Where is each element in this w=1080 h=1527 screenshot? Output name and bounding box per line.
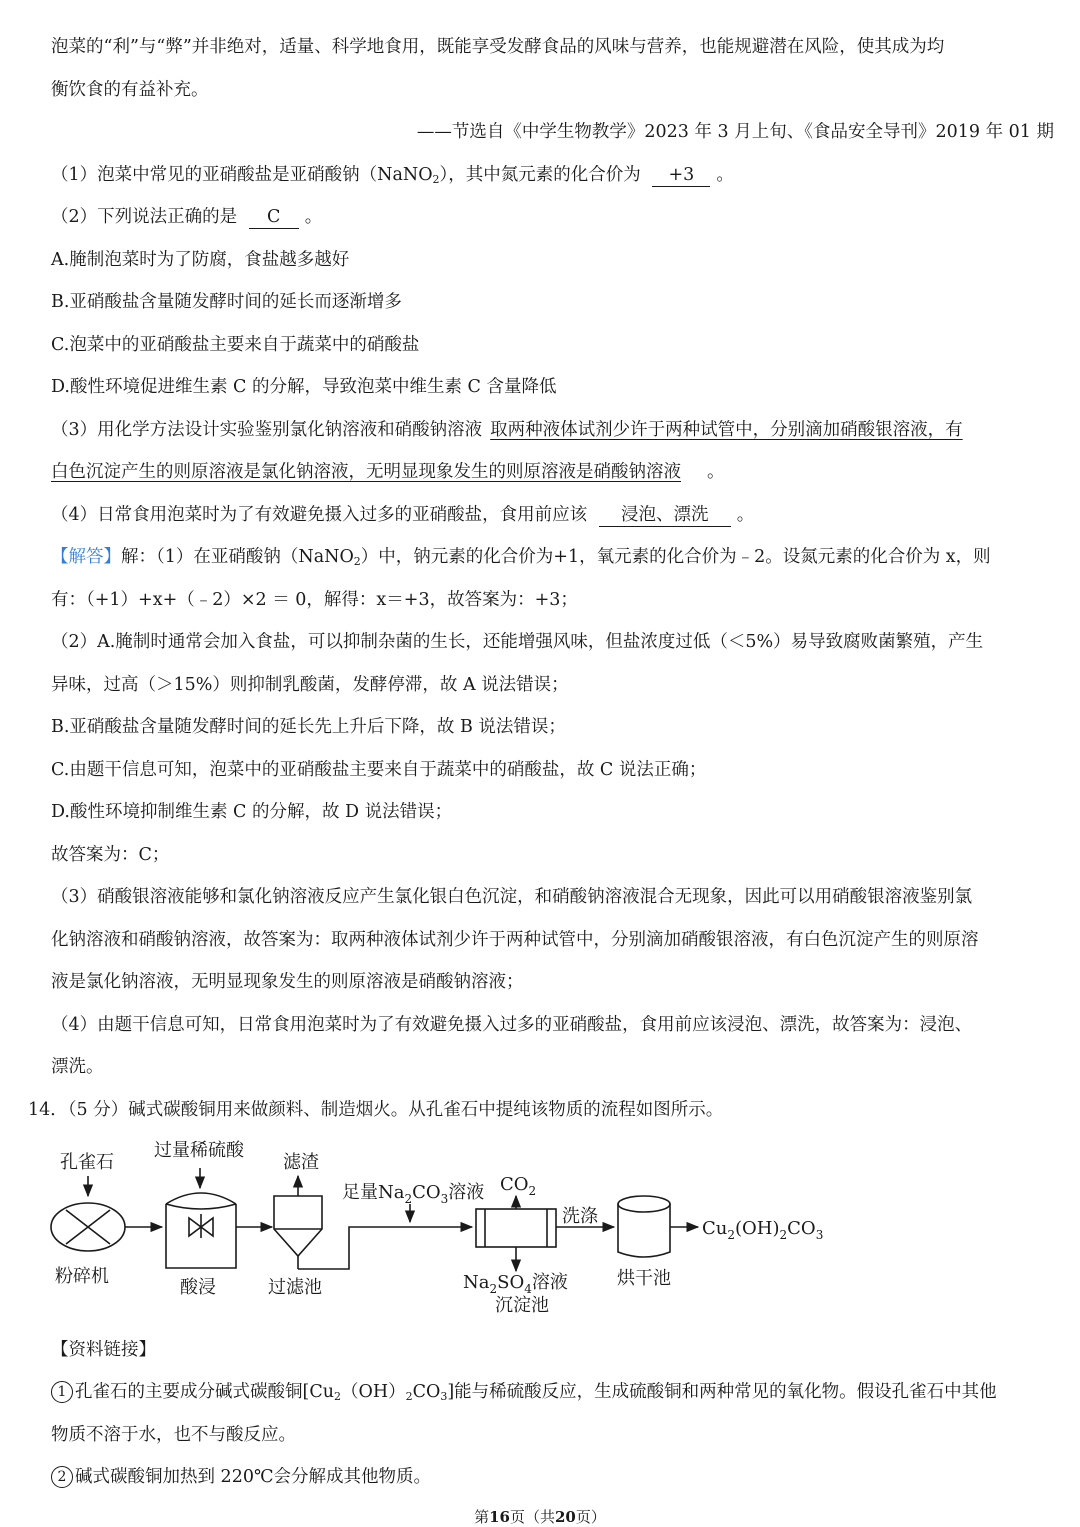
solution-line-12: （4）由题干信息可知，日常食用泡菜时为了有效避免摄入过多的亚硝酸盐，食用前应该浸泡、漂洗，故答案为：浸泡、 [51,1015,973,1035]
resource-1-sub3: 3 [440,1390,448,1403]
resource-1-sub: 2 [334,1390,341,1403]
resource-1-cont: 物质不溶于水，也不与酸反应。 [51,1425,296,1445]
filter-label: 过滤池 [268,1277,322,1298]
footer-page-number: 16 [489,1508,510,1526]
resource-1-sub2: 2 [405,1390,413,1403]
q1-subscript: 2 [432,173,440,186]
q2-option-d: D.酸性环境促进维生素 C 的分解，导致泡菜中维生素 C 含量降低 [51,377,557,397]
filter-tank-icon [274,1196,322,1269]
resource-2-text: 碱式碳酸铜加热到 220℃会分解成其他物质。 [75,1467,432,1487]
solution-line-8: 故答案为：C； [51,845,170,865]
question-3-cont [51,459,1054,485]
wash-label: 洗涤 [562,1206,598,1227]
q1-text: （1）泡菜中常见的亚硝酸盐是亚硝酸钠（NaNO [51,165,433,185]
q4-answer-blank: 浸泡、漂洗 [599,504,731,527]
footer-pre: 第 [474,1508,490,1526]
resources-heading: 【资料链接】 [51,1340,156,1360]
solution-line-11: 液是氯化钠溶液，无明显现象发生的则原溶液是硝酸钠溶液； [51,972,524,992]
na2so4-label: $Na_2SO_4$溶液 [463,1272,568,1296]
precipitation-label: 沉淀池 [495,1295,549,1316]
residue-label: 滤渣 [283,1152,319,1173]
solution-line-2: 有：（+1）+x+（﹣2）×2 ＝ 0，解得：x＝+3，故答案为：+3； [51,590,578,610]
question-1 [51,162,1054,188]
resource-1 [51,1379,1054,1405]
resource-1-mid: （OH） [341,1382,406,1402]
dryer-cylinder-icon [618,1196,670,1257]
page-footer [0,1506,1080,1527]
solution-subscript: 2 [353,555,361,568]
question-3 [51,417,1054,443]
q2-option-b: B.亚硝酸盐含量随发酵时间的延长而逐渐增多 [51,292,402,312]
q3-answer-line-2: 白色沉淀产生的则原溶液是氯化钠溶液，无明显现象发生的则原溶液是硝酸钠溶液 [51,462,681,482]
footer-mid: 页（共 [509,1508,555,1526]
resource-number-1: 1 [51,1381,73,1403]
resource-2 [51,1464,1054,1490]
acid-label: 过量稀硫酸 [154,1140,244,1161]
q4-end: 。 [736,505,755,525]
solution-line-6: C.由题干信息可知，泡菜中的亚硝酸盐主要来自于蔬菜中的硝酸盐，故 C 说法正确； [51,760,707,780]
q4-text: （4）日常食用泡菜时为了有效避免摄入过多的亚硝酸盐，食用前应该 [51,505,588,525]
crusher-label: 粉碎机 [55,1266,109,1287]
solution-line-9: （3）硝酸银溶液能够和氯化钠溶液反应产生氯化银白色沉淀，和硝酸钠溶液混合无现象，因此可以用硝酸银溶液鉴别氯 [51,887,973,907]
footer-total-pages: 20 [555,1508,576,1526]
q3-answer-line-1: 取两种液体试剂少许于两种试管中，分别滴加硝酸银溶液，有 [490,420,963,440]
source-citation: ——节选自《中学生物教学》2023 年 3 月上旬、《食品安全导刊》2019 年 01 期 [416,122,1054,142]
flow-diagram [0,1130,1080,1320]
resource-1-post: ]能与稀硫酸反应，生成硫酸铜和两种常见的氧化物。假设孔雀石中其他 [447,1382,997,1402]
solution-line-3: （2）A.腌制时通常会加入食盐，可以抑制杂菌的生长，还能增强风味，但盐浓度过低（＜5%）易导致腐败菌繁殖，产生 [51,632,984,652]
q2-option-a: A.腌制泡菜时为了防腐，食盐越多越好 [51,250,350,270]
solution-line-13: 漂洗。 [51,1057,104,1077]
intro-line-2: 衡饮食的有益补充。 [51,80,209,100]
co2-label: $CO_2$ [500,1174,537,1198]
intro-line-1: 泡菜的“利”与“弊”并非绝对，适量、科学地食用，既能享受发酵食品的风味与营养，也能规避潜在风险，使其成为均 [51,37,945,57]
q3-end: 。 [707,462,725,482]
solution-text: 解：（1）在亚硝酸钠（NaNO [121,547,354,567]
resource-number-2: 2 [51,1466,73,1488]
q1-answer-blank: +3 [652,164,710,187]
leach-tank-icon [166,1193,236,1268]
solution-line-4: 异味，过高（＞15%）则抑制乳酸菌，发酵停滞，故 A 说法错误； [51,675,569,695]
precipitation-tank-icon [476,1209,556,1247]
q2-option-c: C.泡菜中的亚硝酸盐主要来自于蔬菜中的硝酸盐 [51,335,420,355]
dryer-label: 烘干池 [617,1268,671,1289]
question-2 [51,204,1054,230]
q1-text-post: ），其中氮元素的化合价为 [439,165,641,185]
solution-line-7: D.酸性环境抑制维生素 C 的分解，故 D 说法错误； [51,802,453,822]
question-14-title: 14．（5 分）碱式碳酸铜用来做颜料、制造烟火。从孔雀石中提纯该物质的流程如图所示。 [28,1100,724,1120]
q1-end: 。 [716,165,734,185]
malachite-label: 孔雀石 [60,1152,114,1173]
solution-tag: 【解答】 [51,547,121,567]
resource-1-text: 孔雀石的主要成分碱式碳酸铜[Cu [75,1382,334,1402]
footer-post: 页） [575,1508,606,1526]
na2co3-label: 足量$Na_2CO_3$溶液 [342,1182,485,1206]
q3-text: （3）用化学方法设计实验鉴别氯化钠溶液和硝酸钠溶液 [51,420,483,440]
solution-line-10: 化钠溶液和硝酸钠溶液，故答案为：取两种液体试剂少许于两种试管中，分别滴加硝酸银溶液，有白色沉淀产生的则原溶 [51,930,979,950]
q2-answer-blank: C [249,206,299,229]
solution-text-post: ）中，钠元素的化合价为+1，氧元素的化合价为﹣2。设氮元素的化合价为 x，则 [360,547,991,567]
q2-end: 。 [304,207,323,227]
leach-label: 酸浸 [180,1277,216,1298]
crusher-icon [51,1203,125,1251]
solution-line-1 [51,544,1054,570]
q2-text: （2）下列说法正确的是 [51,207,238,227]
arrow-to-precip [298,1227,472,1269]
question-4 [51,502,1054,528]
product-label: $Cu_2(OH)_2CO_3$ [702,1218,824,1242]
solution-line-5: B.亚硝酸盐含量随发酵时间的延长先上升后下降，故 B 说法错误； [51,717,566,737]
resource-1-mid2: CO [412,1382,441,1402]
